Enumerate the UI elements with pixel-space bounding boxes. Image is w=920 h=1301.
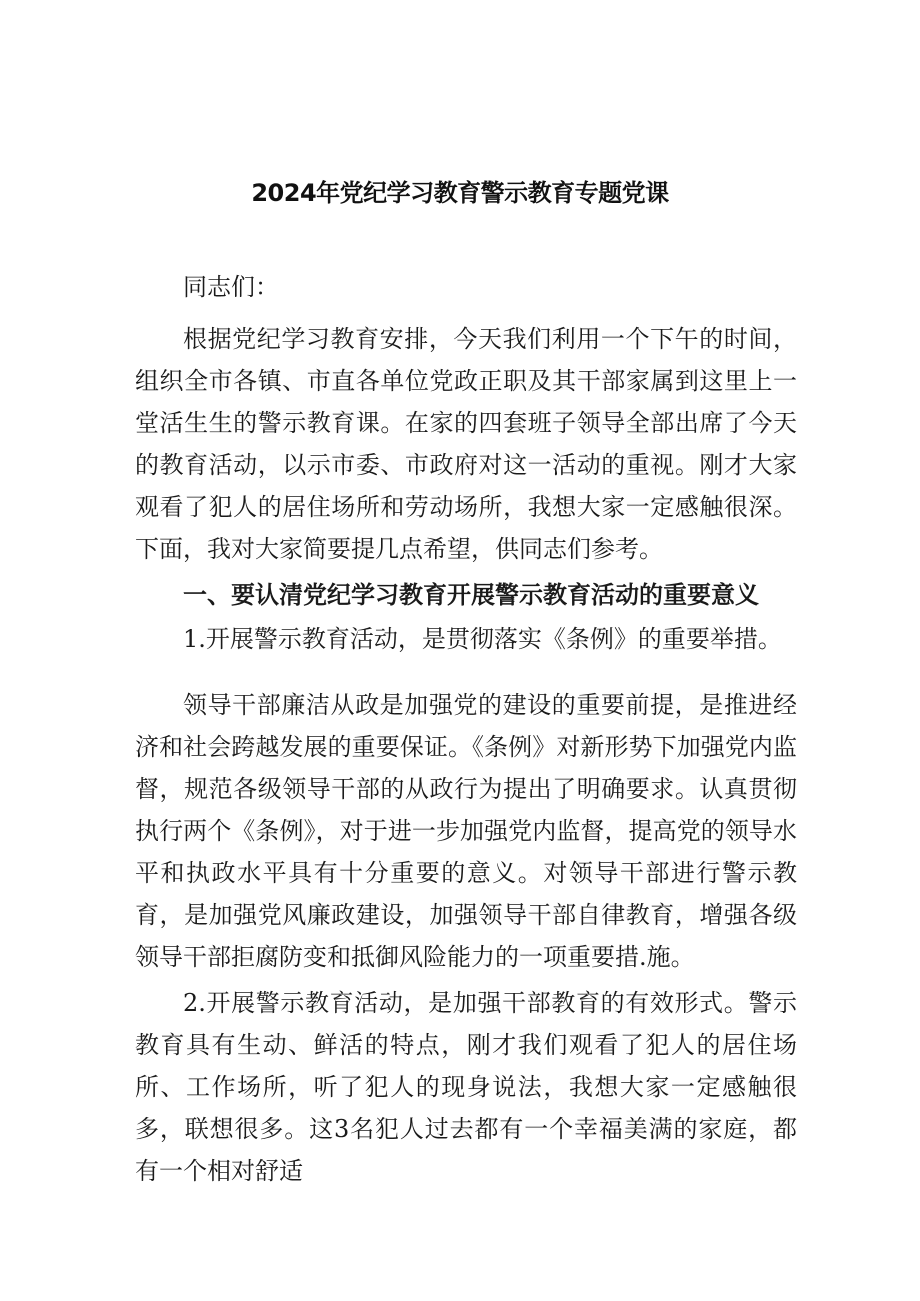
paragraph-point-1-body: 领导干部廉洁从政是加强党的建设的重要前提，是推进经济和社会跨越发展的重要保证。《条例》对新形势下加强党内监督，规范各级领导干部的从政行为提出了明确要求。认真贯彻执行两个《条例》，对于进一步加强党内监督，提高党的领导水平和执政水平具有十分重要的意义。对领导干部进行警示教育，是加强党风廉政建设，加强领导干部自律教育，增强各级领导干部拒腐防变和抵御风险能力的一项重要措.施。 <box>135 691 797 971</box>
paragraph-point-2: 2.开展警示教育活动，是加强干部教育的有效形式。警示教育具有生动、鲜活的特点，刚才我们观看了犯人的居住场所、工作场所，听了犯人的现身说法，我想大家一定感触很多，联想很多。这3名犯人过去都有一个幸福美满的家庭，都有一个相对舒适 <box>135 989 797 1185</box>
document-title: 2024年党纪学习教育警示教育专题党课 <box>251 179 669 207</box>
paragraph-intro: 根据党纪学习教育安排，今天我们利用一个下午的时间，组织全市各镇、市直各单位党政正职及其干部家属到这里上一堂活生生的警示教育课。在家的四套班子领导全部出席了今天的教育活动，以示市委、市政府对这一活动的重视。刚才大家观看了犯人的居住场所和劳动场所，我想大家一定感触很深。下面，我对大家简要提几点希望，供同志们参考。 <box>135 325 797 563</box>
section-heading-1: 一、要认清党纪学习教育开展警示教育活动的重要意义 <box>183 581 759 609</box>
greeting: 同志们： <box>183 273 279 301</box>
document-body <box>135 266 797 1192</box>
point-1-heading: 1.开展警示教育活动，是贯彻落实《条例》的重要举措。 <box>183 625 782 653</box>
